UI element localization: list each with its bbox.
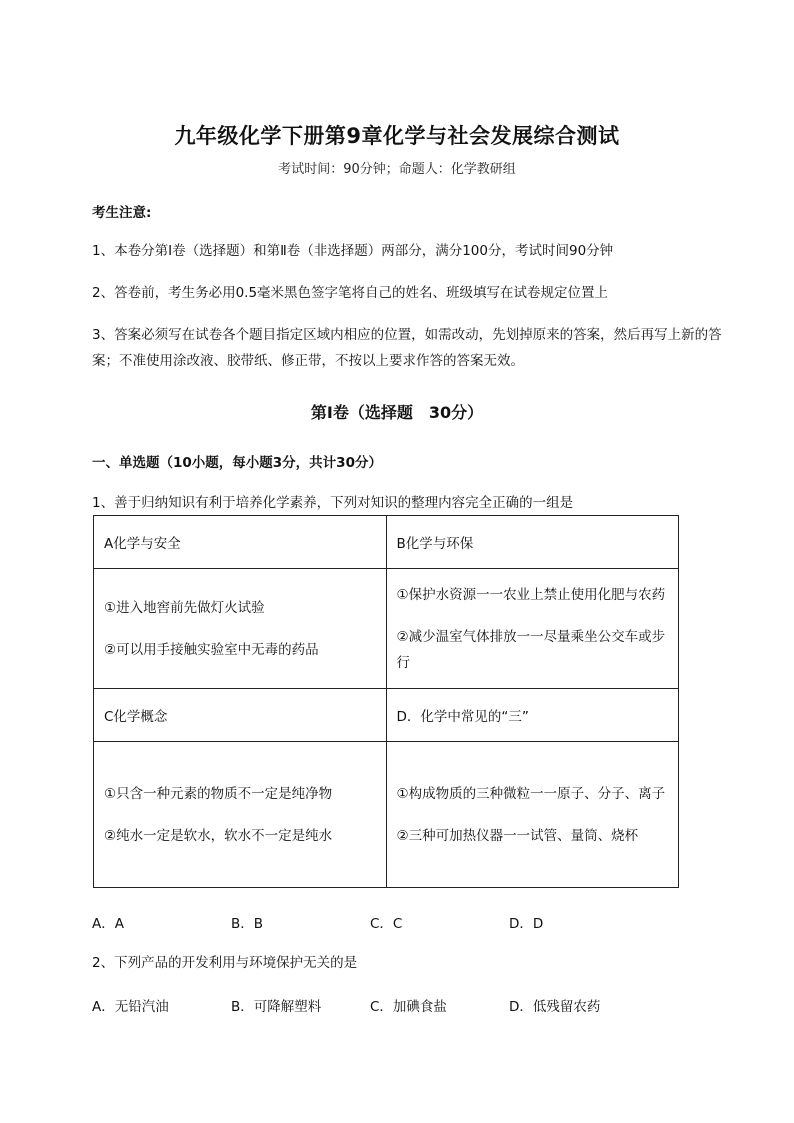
cell-a-body [94,569,387,689]
cell-c-head-text: C化学概念 [104,709,168,725]
question-1-choices [92,912,543,932]
cell-a-item-1: ①进入地窖前先做灯火试验 [104,599,265,616]
cell-c-item-1: ①只含一种元素的物质不一定是纯净物 [104,785,333,802]
cell-b-item-1: ①保护水资源一一农业上禁止使用化肥与农药 [396,586,666,603]
notice-item-3: 3、答案必须写在试卷各个题目指定区域内相应的位置，如需改动，先划掉原来的答案，然后再写上新的答案；不准使用涂改液、胶带纸、修正带，不按以上要求作答的答案无效。 [92,327,722,369]
q1-choice-d[interactable]: D．D [509,916,544,932]
cell-d-item-2: ②三种可加热仪器一一试管、量筒、烧杯 [396,827,639,844]
exam-title: 九年级化学下册第9章化学与社会发展综合测试 [174,124,620,148]
question-2-choices [92,995,600,1015]
q1-choice-a[interactable]: A．A [92,916,124,932]
q1-choice-b[interactable]: B．B [231,916,264,932]
cell-c-item-2: ②纯水一定是软水，软水不一定是纯水 [104,827,333,844]
question-2-stem: 2、下列产品的开发利用与环境保护无关的是 [92,955,358,971]
notice-heading: 考生注意: [92,205,152,221]
cell-d-item-1: ①构成物质的三种微粒一一原子、分子、离子 [396,785,666,802]
question-1-stem: 1、善于归纳知识有利于培养化学素养，下列对知识的整理内容完全正确的一组是 [92,495,574,511]
exam-subtitle: 考试时间：90分钟；命题人：化学教研组 [278,162,516,177]
cell-a-head [94,516,387,569]
cell-c-body [94,742,387,888]
q2-choice-b[interactable]: B．可降解塑料 [231,999,322,1015]
cell-c-head [94,689,387,742]
q2-choice-a[interactable]: A．无铅汽油 [92,999,169,1015]
cell-d-head-text: D．化学中常见的“三” [396,709,529,725]
cell-b-body [386,569,679,689]
cell-d-head [386,689,679,742]
q1-choice-c[interactable]: C．C [370,916,403,932]
cell-d-body [386,742,679,888]
question-1-table [93,515,679,888]
q2-choice-d[interactable]: D．低残留农药 [509,999,601,1015]
notice-item-1: 1、本卷分第I卷（选择题）和第Ⅱ卷（非选择题）两部分，满分100分，考试时间90分钟 [92,243,614,259]
part-title: 一、单选题（10小题，每小题3分，共计30分） [92,455,382,471]
section-title: 第I卷（选择题 30分） [310,403,484,422]
cell-a-item-2: ②可以用手接触实验室中无毒的药品 [104,641,319,658]
cell-b-head-text: B化学与环保 [396,536,474,552]
cell-a-head-text: A化学与安全 [104,536,181,552]
cell-b-head [386,516,679,569]
cell-b-item-2: ②减少温室气体排放一一尽量乘坐公交车或步行 [396,628,666,671]
q2-choice-c[interactable]: C．加碘食盐 [370,999,447,1015]
notice-item-2: 2、答卷前，考生务必用0.5毫米黑色签字笔将自己的姓名、班级填写在试卷规定位置上 [92,285,609,301]
